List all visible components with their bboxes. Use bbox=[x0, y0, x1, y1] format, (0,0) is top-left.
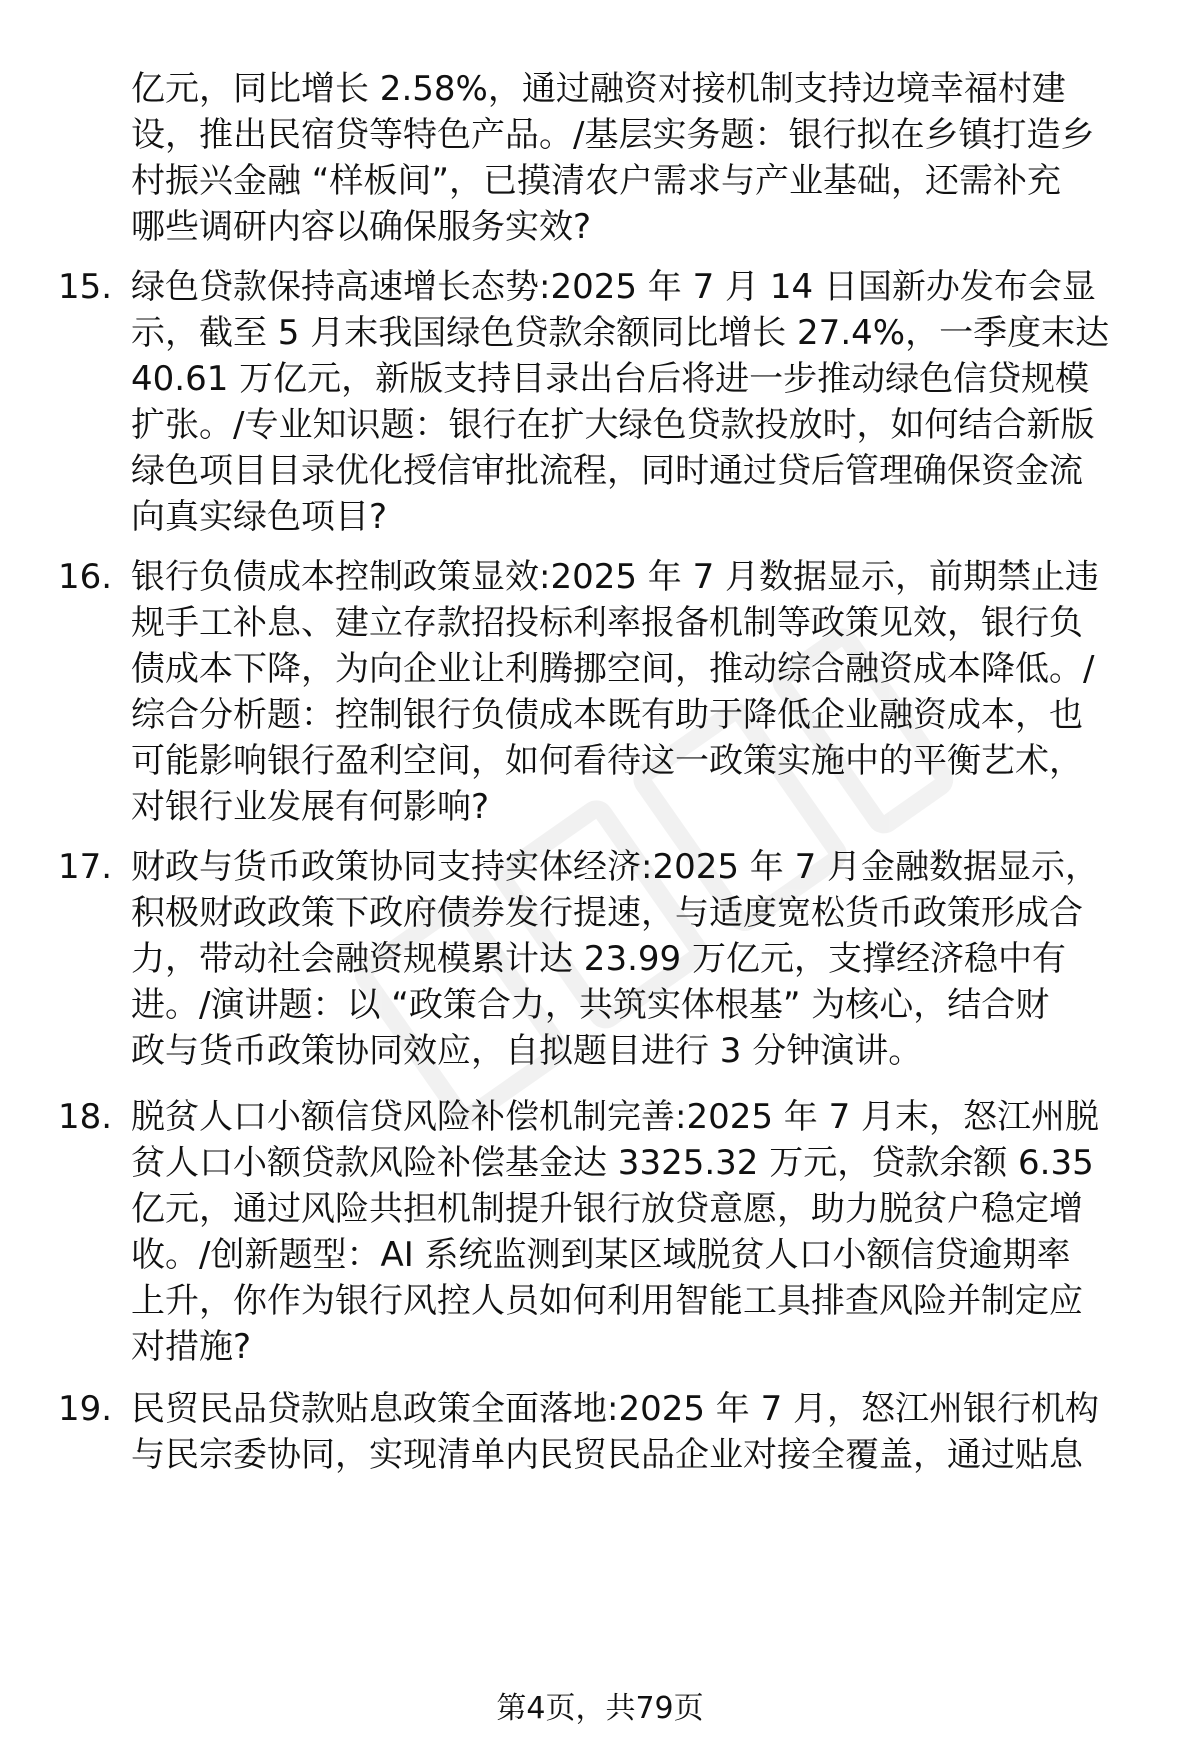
item-text: 脱贫人口小额信贷风险补偿机制完善:2025 年 7 月末，怒江州脱 贫人口小额贷款风险补偿基金达 3325.32 万元，贷款余额 6.35 亿元，通过风险共担机制提升银行放贷意愿，助力脱贫户稳定增 收。/创新题型：AI 系统监测到某区域脱贫人口小额信贷逾期率 上升，你作为银行风控人员如何利用智能工具排查风险并制定应 对措施? bbox=[131, 1097, 1100, 1367]
item-number: 17. bbox=[58, 847, 113, 887]
item-number: 15. bbox=[58, 267, 113, 307]
item-text: 绿色贷款保持高速增长态势:2025 年 7 月 14 日国新办发布会显 示，截至 5 月末我国绿色贷款余额同比增长 27.4%，一季度末达 40.61 万亿元，新版支持目录出台后将进一步推动绿色信贷规模 扩张。/专业知识题：银行在扩大绿色贷款投放时，如何结合新版 绿色项目目录优化授信审批流程，同时通过贷后管理确保资金流 向真实绿色项目? bbox=[131, 267, 1110, 537]
item-number: 18. bbox=[58, 1097, 113, 1137]
item-text: 民贸民品贷款贴息政策全面落地:2025 年 7 月，怒江州银行机构 与民宗委协同，实现清单内民贸民品企业对接全覆盖，通过贴息 bbox=[131, 1389, 1100, 1475]
continued-paragraph: 亿元，同比增长 2.58%，通过融资对接机制支持边境幸福村建 设，推出民宿贷等特色产品。/基层实务题：银行拟在乡镇打造乡 村振兴金融 “样板间”，已摸清农户需求与产业基础，还需补充 哪些调研内容以确保服务实效? bbox=[131, 69, 1095, 247]
item-number: 19. bbox=[58, 1389, 113, 1429]
item-text: 财政与货币政策协同支持实体经济:2025 年 7 月金融数据显示， 积极财政政策下政府债券发行提速，与适度宽松货币政策形成合 力，带动社会融资规模累计达 23.99 万亿元，支撑经济稳中有 进。/演讲题：以 “政策合力，共筑实体根基” 为核心，结合财 政与货币政策协同效应，自拟题目进行 3 分钟演讲。 bbox=[131, 847, 1100, 1071]
item-number: 16. bbox=[58, 557, 113, 597]
item-text: 银行负债成本控制政策显效:2025 年 7 月数据显示，前期禁止违 规手工补息、建立存款招投标利率报备机制等政策见效，银行负 债成本下降，为向企业让利腾挪空间，推动综合融资成本降低。/ 综合分析题：控制银行负债成本既有助于降低企业融资成本，也 可能影响银行盈利空间，如何看待这一政策实施中的平衡艺术， 对银行业发展有何影响? bbox=[131, 557, 1100, 827]
page-number-footer: 第4页，共79页 bbox=[496, 1691, 704, 1726]
